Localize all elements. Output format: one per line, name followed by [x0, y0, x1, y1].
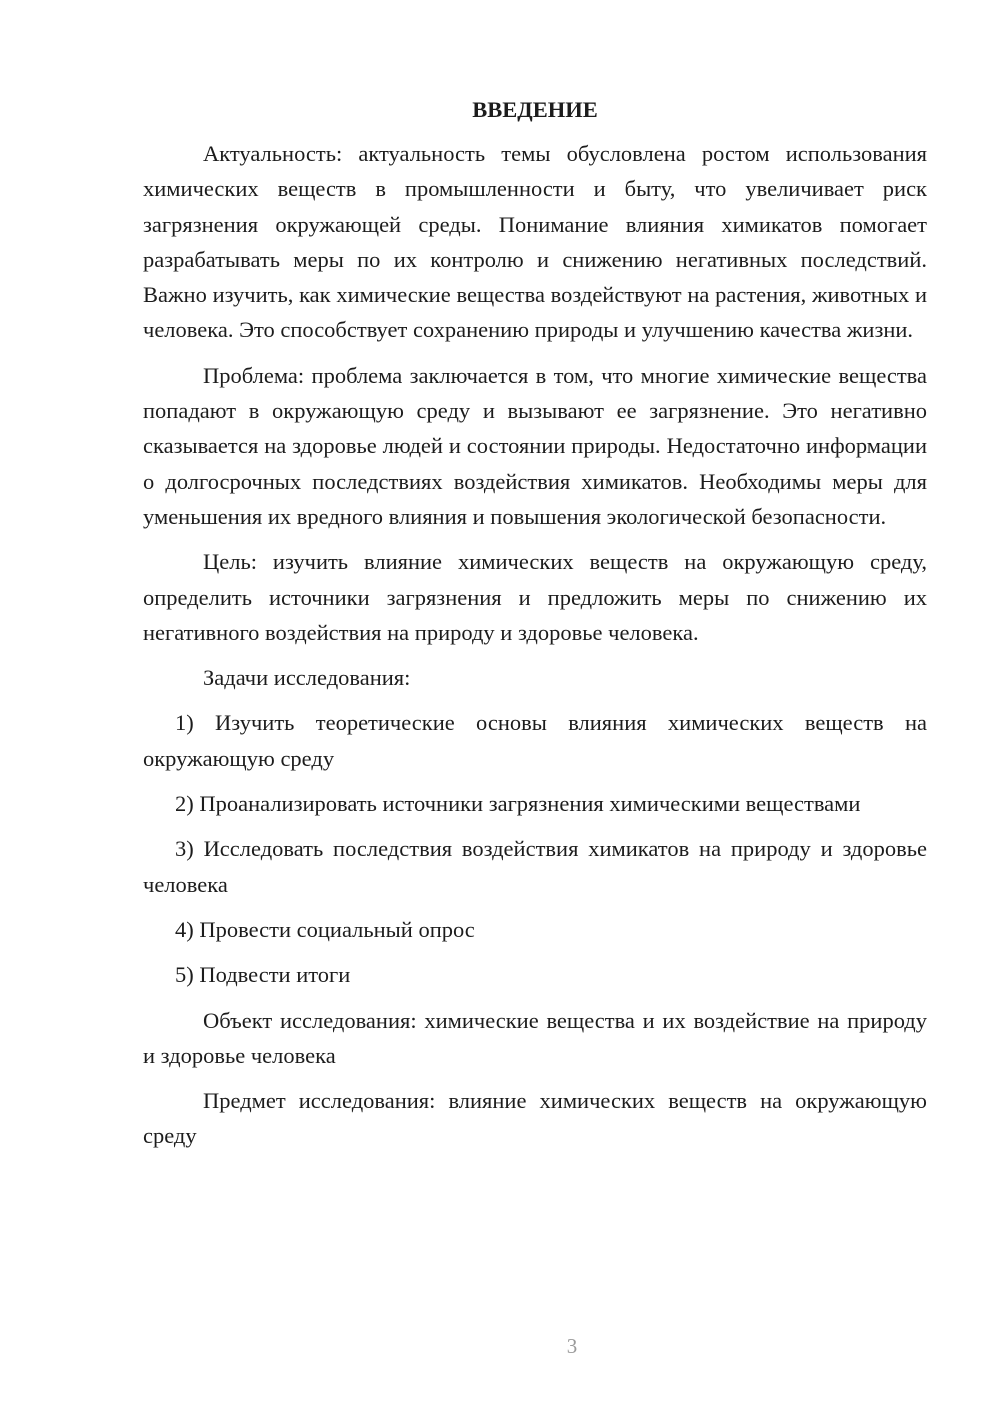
task-item-3: 3) Исследовать последствия воздействия химикатов на природу и здоровье человека — [143, 836, 927, 897]
object-paragraph: Объект исследования: химические вещества и их воздействие на природу и здоровье человека — [143, 1007, 927, 1068]
section-title: ВВЕДЕНИЕ — [472, 97, 598, 122]
subject-paragraph: Предмет исследования: влияние химических веществ на окружающую среду — [143, 1088, 927, 1149]
problem-paragraph: Проблема: проблема заключается в том, что многие химические вещества попадают в окружающую среду и вызывают ее загрязнение. Это негативно сказывается на здоровье людей и состоянии природы. Недостаточно информации о долгосрочных последствиях воздействия химикатов. Необходимы меры для уменьшения их вредного влияния и повышения экологической безопасности. — [143, 362, 927, 529]
page-number: 3 — [566, 1334, 578, 1358]
task-item-4: 4) Провести социальный опрос — [175, 916, 475, 942]
goal-paragraph: Цель: изучить влияние химических веществ на окружающую среду, определить источники загрязнения и предложить меры по снижению их негативного воздействия на природу и здоровье человека. — [143, 549, 927, 645]
task-item-1: 1) Изучить теоретические основы влияния химических веществ на окружающую среду — [143, 710, 927, 771]
task-item-5: 5) Подвести итоги — [175, 962, 351, 988]
page-content — [143, 92, 927, 1164]
relevance-paragraph: Актуальность: актуальность темы обусловлена ростом использования химических веществ в промышленности и быту, что увеличивает риск загрязнения окружающей среды. Понимание влияния химикатов помогает разрабатывать меры по их контролю и снижению негативных последствий. Важно изучить, как химические вещества воздействуют на растения, животных и человека. Это способствует сохранению природы и улучшению качества жизни. — [143, 141, 927, 343]
tasks-list — [143, 705, 927, 992]
tasks-heading: Задачи исследования: — [203, 665, 411, 691]
task-item-2: 2) Проанализировать источники загрязнения химическими веществами — [175, 791, 861, 817]
